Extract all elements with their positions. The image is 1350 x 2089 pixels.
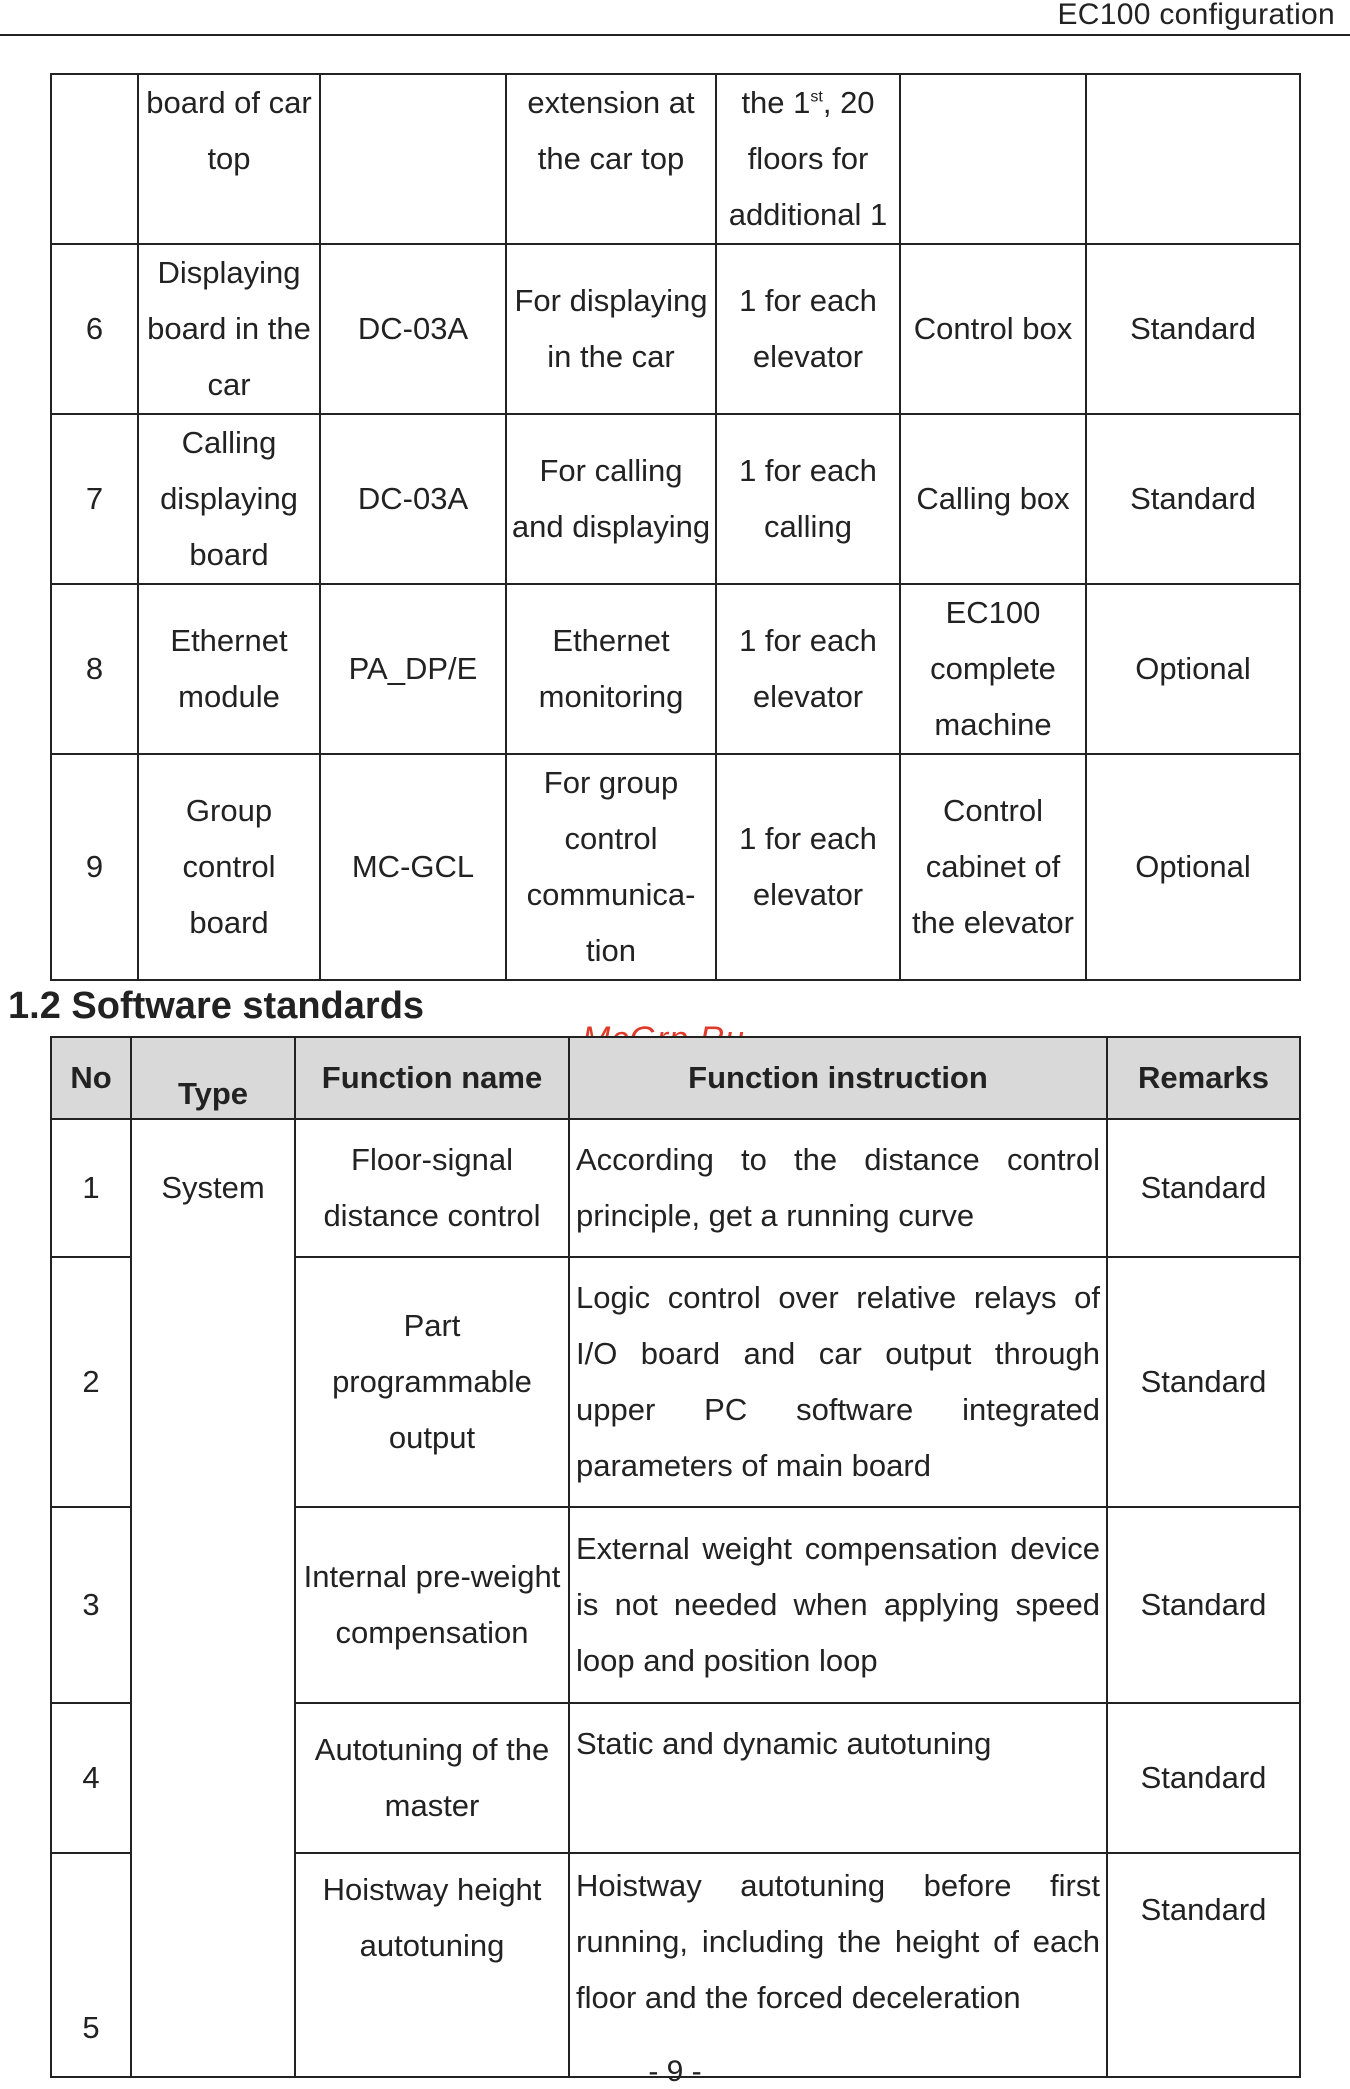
header-rule xyxy=(0,34,1350,36)
cell-usage: Ethernet monitoring xyxy=(506,584,716,754)
cell-model: MC-GCL xyxy=(320,754,506,980)
header-function-name: Function name xyxy=(295,1037,569,1119)
cell-remarks: Standard xyxy=(1107,1507,1300,1703)
cell-location: Control cabinet of the elevator xyxy=(900,754,1086,980)
hardware-configuration-table xyxy=(50,73,1301,981)
cell-function-instruction: According to the distance control principle, get a running curve xyxy=(569,1119,1107,1257)
cell-usage: extension at the car top xyxy=(506,74,716,244)
ordinal-superscript: st xyxy=(810,88,823,106)
cell-name: board of car top xyxy=(138,74,320,244)
cell-function-instruction: Static and dynamic autotuning xyxy=(569,1703,1107,1853)
cell-remarks: Standard xyxy=(1107,1119,1300,1257)
cell-no: 6 xyxy=(51,244,138,414)
cell-location: EC100 complete machine xyxy=(900,584,1086,754)
cell-quantity xyxy=(716,74,900,244)
cell-remarks: Standard xyxy=(1107,1853,1300,2077)
header-type: Type xyxy=(131,1037,295,1119)
header-function-instruction: Function instruction xyxy=(569,1037,1107,1119)
cell-usage: For displaying in the car xyxy=(506,244,716,414)
cell-no xyxy=(51,74,138,244)
table-row xyxy=(51,244,1300,414)
cell-function-name: Hoistway height autotuning xyxy=(295,1853,569,2077)
table-row xyxy=(51,414,1300,584)
cell-usage: For calling and displaying xyxy=(506,414,716,584)
cell-location: Calling box xyxy=(900,414,1086,584)
cell-quantity: 1 for each elevator xyxy=(716,584,900,754)
software-standards-table xyxy=(50,1036,1301,2078)
cell-location: Control box xyxy=(900,244,1086,414)
cell-remarks: Optional xyxy=(1086,584,1300,754)
cell-remarks: Standard xyxy=(1086,244,1300,414)
cell-model: DC-03A xyxy=(320,244,506,414)
cell-no: 2 xyxy=(51,1257,131,1507)
cell-remarks: Standard xyxy=(1107,1703,1300,1853)
cell-function-name: Floor-signal distance control xyxy=(295,1119,569,1257)
cell-usage: For group control communica-tion xyxy=(506,754,716,980)
table-row xyxy=(51,584,1300,754)
cell-quantity: 1 for each calling xyxy=(716,414,900,584)
cell-model: PA_DP/E xyxy=(320,584,506,754)
cell-no: 4 xyxy=(51,1703,131,1853)
cell-function-name: Part programmable output xyxy=(295,1257,569,1507)
table-row xyxy=(51,754,1300,980)
cell-no: 7 xyxy=(51,414,138,584)
cell-function-instruction: External weight compensation device is not needed when applying speed loop and position loop xyxy=(569,1507,1107,1703)
cell-quantity: 1 for each elevator xyxy=(716,244,900,414)
table-header-row xyxy=(51,1037,1300,1119)
cell-location xyxy=(900,74,1086,244)
quantity-superscript-text: the 1st, 20 floors for additional 1 xyxy=(728,85,888,232)
cell-function-instruction: Logic control over relative relays of I/O board and car output through upper PC software integrated parameters of main board xyxy=(569,1257,1107,1507)
cell-remarks xyxy=(1086,74,1300,244)
cell-name: Calling displaying board xyxy=(138,414,320,584)
cell-name: Ethernet module xyxy=(138,584,320,754)
cell-remarks: Standard xyxy=(1107,1257,1300,1507)
page-header-title: EC100 configuration xyxy=(1057,0,1335,31)
cell-name: Displaying board in the car xyxy=(138,244,320,414)
cell-model: DC-03A xyxy=(320,414,506,584)
cell-name: Group control board xyxy=(138,754,320,980)
cell-no: 3 xyxy=(51,1507,131,1703)
cell-remarks: Optional xyxy=(1086,754,1300,980)
table-row xyxy=(51,74,1300,244)
cell-function-name: Autotuning of the master xyxy=(295,1703,569,1853)
cell-remarks: Standard xyxy=(1086,414,1300,584)
table-row xyxy=(51,1119,1300,1257)
cell-function-name: Internal pre-weight compensation xyxy=(295,1507,569,1703)
cell-no: 8 xyxy=(51,584,138,754)
header-no: No xyxy=(51,1037,131,1119)
cell-no: 9 xyxy=(51,754,138,980)
cell-function-instruction: Hoistway autotuning before first running, including the height of each floor and the forced deceleration xyxy=(569,1853,1107,2077)
cell-type: System xyxy=(131,1119,295,2077)
cell-model xyxy=(320,74,506,244)
cell-no: 5 xyxy=(51,1853,131,2077)
section-title: 1.2 Software standards xyxy=(8,985,425,1027)
page-number: - 9 - xyxy=(648,2055,702,2088)
header-remarks: Remarks xyxy=(1107,1037,1300,1119)
cell-quantity: 1 for each elevator xyxy=(716,754,900,980)
cell-no: 1 xyxy=(51,1119,131,1257)
